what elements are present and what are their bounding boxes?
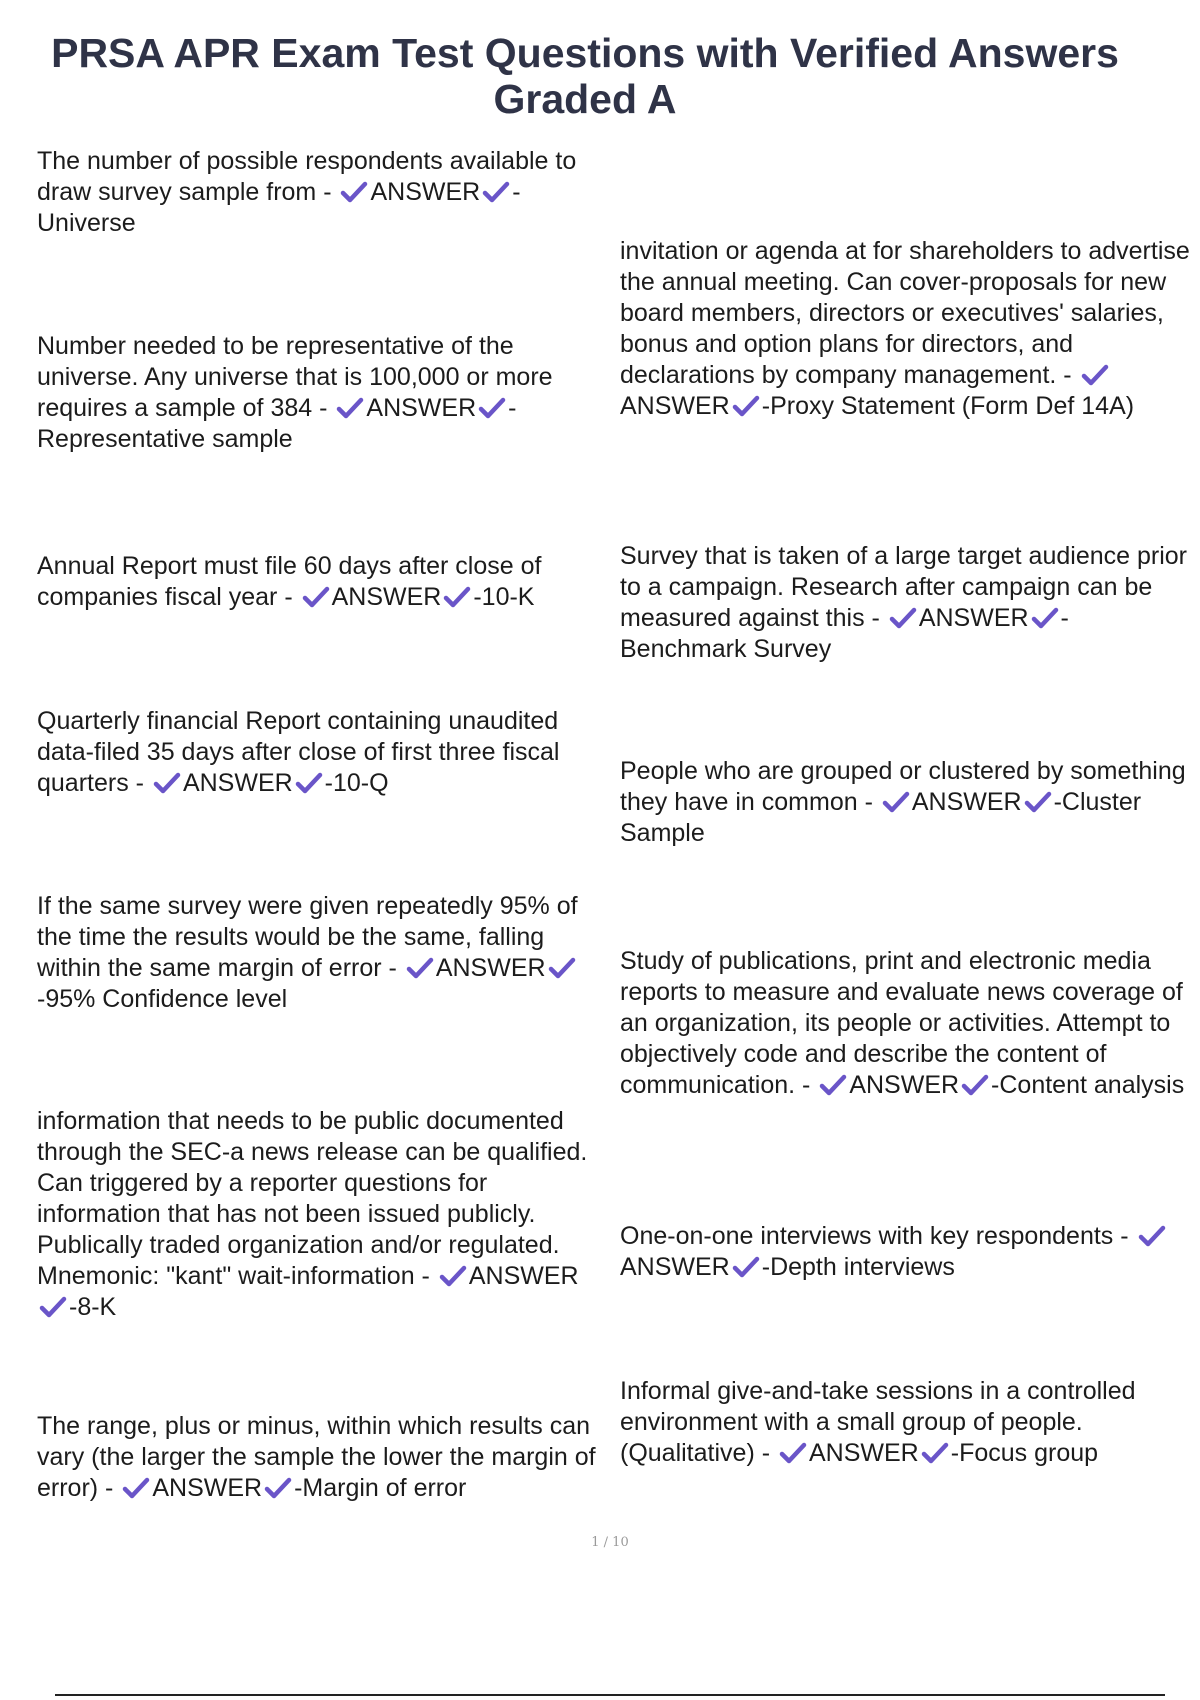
checkmark-icon (921, 1442, 949, 1464)
answer-label: ANSWER (331, 583, 442, 611)
answer-text: Content analysis (999, 1071, 1185, 1099)
question-text: Survey that is taken of a large target audience prior to a campaign. Research after campaign can be measured against this - (620, 542, 1187, 632)
answer-label: ANSWER (918, 604, 1029, 632)
answer-label: ANSWER (366, 394, 477, 422)
checkmark-icon (439, 1265, 467, 1287)
page-divider (55, 1694, 1165, 1696)
answer-label: ANSWER (620, 392, 730, 420)
checkmark-icon (961, 1074, 989, 1096)
checkmark-icon (406, 957, 434, 979)
checkmark-icon (39, 1296, 67, 1318)
question-text: Quarterly financial Report containing unaudited data-filed 35 days after close of first three fiscal quarters - (37, 707, 560, 797)
answer-text: 10-Q (333, 769, 389, 797)
qa-item-depth-interviews: One-on-one interviews with key respondents - ANSWER -Depth interviews (620, 1221, 1195, 1283)
answer-label: ANSWER (435, 954, 546, 982)
qa-item-representative-sample: Number needed to be representative of the universe. Any universe that is 100,000 or more requires a sample of 384 - ANSWER -Representative sample (37, 332, 553, 453)
answer-text: Representative sample (37, 425, 293, 453)
checkmark-icon (122, 1477, 150, 1499)
question-text: information that needs to be public documented through the SEC-a news release can be qualified. Can triggered by a reporter questions for information that has not been issued publicly. Publically traded organization and/or regulated. Mnemonic: "kant" wait-information - (37, 1107, 588, 1290)
qa-item-8-k: information that needs to be public documented through the SEC-a news release can be qualified. Can triggered by a reporter questions for information that has not been issued publicly. Publically traded organization and/or regulated. Mnemonic: "kant" wait-information - ANSWER -8-K (37, 1107, 588, 1321)
checkmark-icon (443, 586, 471, 608)
checkmark-icon (340, 181, 368, 203)
question-text: If the same survey were given repeatedly 95% of the time the results would be the same, falling within the same margin of error - (37, 892, 578, 982)
answer-text: Cluster Sample (620, 788, 1142, 847)
checkmark-icon (1024, 791, 1052, 813)
answer-text: Depth interviews (770, 1253, 955, 1281)
question-text: The number of possible respondents available to draw survey sample from - (37, 147, 577, 206)
answer-label: ANSWER (182, 769, 293, 797)
checkmark-icon (1138, 1225, 1166, 1247)
checkmark-icon (732, 1256, 760, 1278)
checkmark-icon (302, 586, 330, 608)
question-text: Study of publications, print and electronic media reports to measure and evaluate news coverage of an organization, its people or activities. Attempt to objectively code and describe the content of communication. - (620, 947, 1183, 1099)
answer-label: ANSWER (370, 178, 481, 206)
answer-label: ANSWER (911, 788, 1022, 816)
answer-label: ANSWER (849, 1071, 960, 1099)
checkmark-icon (732, 395, 760, 417)
document-title: PRSA APR Exam Test Questions with Verified Answers Graded A (51, 30, 1119, 122)
qa-item-universe: The number of possible respondents available to draw survey sample from - ANSWER -Universe (37, 147, 577, 237)
checkmark-icon (295, 772, 323, 794)
checkmark-icon (153, 772, 181, 794)
answer-text: 10-K (481, 583, 535, 611)
answer-text: Focus group (959, 1439, 1099, 1467)
answer-text: Benchmark Survey (620, 635, 832, 663)
question-text: One-on-one interviews with key respondents - (620, 1222, 1129, 1250)
answer-label: ANSWER (620, 1253, 730, 1281)
qa-item-10-k: Annual Report must file 60 days after close of companies fiscal year - ANSWER -10-K (37, 552, 542, 611)
answer-text: Universe (37, 209, 136, 237)
checkmark-icon (548, 957, 576, 979)
answer-text: Margin of error (302, 1474, 467, 1502)
answer-label: ANSWER (468, 1262, 579, 1290)
qa-item-proxy-statement: invitation or agenda at for shareholders to advertise the annual meeting. Can cover-proposals for new board members, directors or executives' salaries, bonus and option plans for directors, and declarations by company management. - ANSWER -Proxy Statement (Form Def 14A) (620, 237, 1190, 420)
answer-text: 95% Confidence level (45, 985, 288, 1013)
question-text: Informal give-and-take sessions in a controlled environment with a small group of people.(Qualitative) - (620, 1377, 1136, 1467)
checkmark-icon (882, 791, 910, 813)
checkmark-icon (1081, 364, 1109, 386)
checkmark-icon (482, 181, 510, 203)
question-text: Annual Report must file 60 days after close of companies fiscal year - (37, 552, 542, 611)
qa-item-cluster-sample: People who are grouped or clustered by something they have in common - ANSWER -Cluster Sample (620, 757, 1186, 847)
checkmark-icon (889, 607, 917, 629)
qa-item-10-q: Quarterly financial Report containing unaudited data-filed 35 days after close of first three fiscal quarters - ANSWER -10-Q (37, 707, 560, 797)
checkmark-icon (264, 1477, 292, 1499)
qa-item-margin-of-error: The range, plus or minus, within which results can vary (the larger the sample the lower the margin of error) - ANSWER -Margin of error (37, 1412, 596, 1502)
page-number: 1 / 10 (591, 1535, 629, 1550)
qa-item-confidence-level: If the same survey were given repeatedly 95% of the time the results would be the same, falling within the same margin of error - ANSWER -95% Confidence level (37, 892, 578, 1013)
checkmark-icon (478, 397, 506, 419)
qa-item-content-analysis: Study of publications, print and electronic media reports to measure and evaluate news coverage of an organization, its people or activities. Attempt to objectively code and describe the content of communication. - ANSWER -Content analysis (620, 947, 1185, 1099)
checkmark-icon (779, 1442, 807, 1464)
answer-label: ANSWER (152, 1474, 263, 1502)
question-text: Number needed to be representative of the universe. Any universe that is 100,000 or more requires a sample of 384 - (37, 332, 553, 422)
question-text: People who are grouped or clustered by something they have in common - (620, 757, 1186, 816)
checkmark-icon (336, 397, 364, 419)
qa-item-focus-group: Informal give-and-take sessions in a controlled environment with a small group of people.(Qualitative) - ANSWER -Focus group (620, 1377, 1136, 1467)
answer-label: ANSWER (809, 1439, 919, 1467)
qa-item-benchmark-survey: Survey that is taken of a large target audience prior to a campaign. Research after campaign can be measured against this - ANSWER -Benchmark Survey (620, 542, 1187, 663)
checkmark-icon (1031, 607, 1059, 629)
answer-text: Proxy Statement (Form Def 14A) (770, 392, 1135, 420)
checkmark-icon (819, 1074, 847, 1096)
question-text: The range, plus or minus, within which results can vary (the larger the sample the lower the margin of error) - (37, 1412, 596, 1502)
answer-text: 8-K (77, 1293, 117, 1321)
question-text: invitation or agenda at for shareholders to advertise the annual meeting. Can cover-proposals for new board members, directors or executives' salaries, bonus and option plans for directors, and declarations by company management. - (620, 237, 1190, 389)
